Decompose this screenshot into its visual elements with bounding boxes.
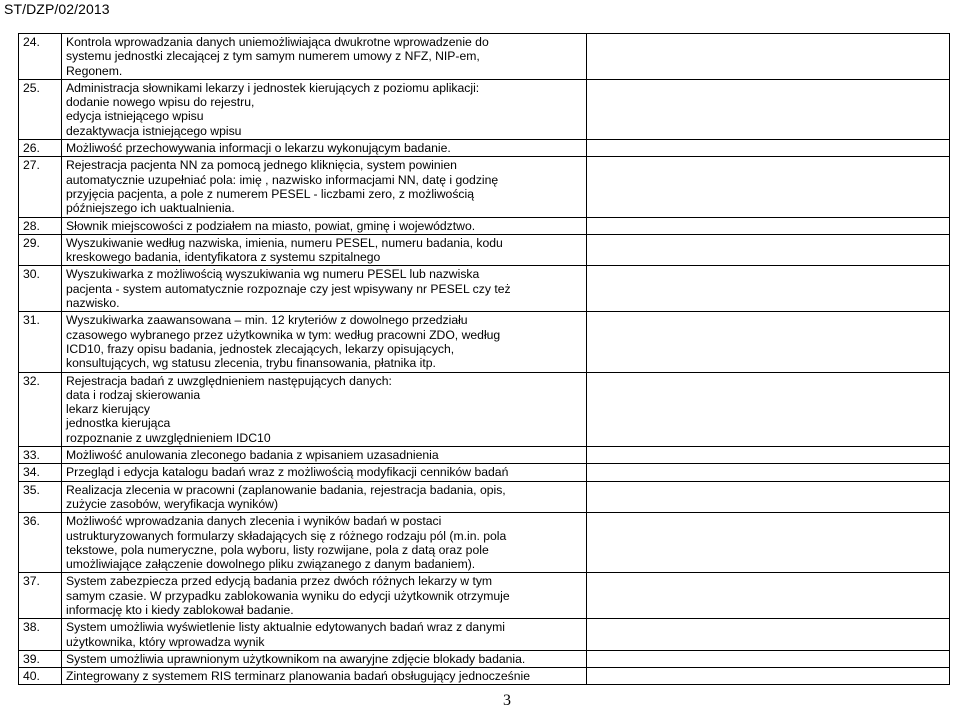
requirement-description: [62, 312, 587, 372]
requirement-description-line: Możliwość przechowywania informacji o lekarzu wykonującym badanie.: [66, 141, 451, 156]
requirement-description-line: Rejestracja pacjenta NN za pomocą jednego kliknięcia, system powinien: [66, 158, 457, 173]
requirement-number: 24.: [19, 34, 62, 80]
requirement-number: 26.: [19, 140, 62, 157]
vendor-response-cell[interactable]: [587, 217, 950, 234]
requirement-number: 34.: [19, 464, 62, 481]
vendor-response-cell[interactable]: [587, 140, 950, 157]
requirement-description-line: Wyszukiwanie według nazwiska, imienia, numeru PESEL, numeru badania, kodu: [66, 235, 503, 250]
requirement-description: [62, 668, 587, 685]
requirement-number: 40.: [19, 668, 62, 685]
requirement-description-line: Kontrola wprowadzania danych uniemożliwiająca dwukrotne wprowadzenie do: [66, 35, 489, 49]
vendor-response-cell[interactable]: [587, 157, 950, 217]
requirement-description: [62, 619, 587, 651]
requirement-description: [62, 447, 587, 464]
requirement-number: 32.: [19, 372, 62, 446]
requirement-description: [62, 234, 587, 266]
requirement-description-line: System umożliwia wyświetlenie listy aktualnie edytowanych badań wraz z danymi: [66, 620, 505, 635]
requirement-row: [19, 447, 950, 464]
vendor-response-cell[interactable]: [587, 464, 950, 481]
vendor-response-cell[interactable]: [587, 573, 950, 619]
requirement-description-line: rozpoznanie z uwzględnieniem IDC10: [66, 430, 271, 445]
requirement-description-line: System umożliwia uprawnionym użytkownikom na awaryjne zdjęcie blokady badania.: [66, 651, 526, 666]
vendor-response-cell[interactable]: [587, 312, 950, 372]
document-reference: ST/DZP/02/2013: [4, 1, 110, 17]
requirement-description-line: zużycie zasobów, weryfikacja wyników): [66, 496, 279, 511]
requirement-description-line: Przegląd i edycja katalogu badań wraz z możliwością modyfikacji cenników badań: [66, 465, 509, 480]
requirement-description: [62, 34, 587, 80]
requirement-description: [62, 266, 587, 312]
requirement-description: [62, 372, 587, 446]
requirement-description-line: Rejestracja badań z uwzględnieniem następujących danych:: [66, 373, 392, 388]
requirement-row: [19, 140, 950, 157]
requirement-description-line: tekstowe, pola numeryczne, pola wyboru, listy rozwijane, pola z datą oraz pole: [66, 542, 489, 557]
requirement-description-line: dezaktywacja istniejącego wpisu: [66, 123, 242, 138]
requirement-description-line: kreskowego badania, identyfikatora z systemu szpitalnego: [66, 250, 381, 265]
requirement-number: 30.: [19, 266, 62, 312]
page-number: 3: [503, 692, 511, 709]
requirement-row: [19, 217, 950, 234]
requirement-number: 35.: [19, 481, 62, 513]
vendor-response-cell[interactable]: [587, 619, 950, 651]
requirement-row: [19, 234, 950, 266]
requirement-number: 39.: [19, 650, 62, 667]
requirement-description: [62, 513, 587, 573]
requirement-description: [62, 157, 587, 217]
requirement-description-line: automatycznie uzupełniać pola: imię , nazwisko informacjami NN, datę i godzinę: [66, 172, 499, 187]
requirement-number: 37.: [19, 573, 62, 619]
requirement-description-line: późniejszego ich uaktualnienia.: [66, 201, 235, 216]
requirement-description-line: Wyszukiwarka zaawansowana – min. 12 kryteriów z dowolnego przedziału: [66, 313, 468, 328]
requirement-row: [19, 650, 950, 667]
requirement-description-line: informację kto i kiedy zablokował badanie.: [66, 602, 294, 617]
requirement-row: [19, 266, 950, 312]
vendor-response-cell[interactable]: [587, 513, 950, 573]
requirement-number: 29.: [19, 234, 62, 266]
requirement-description-line: Realizacja zlecenia w pracowni (zaplanowanie badania, rejestracja badania, opis,: [66, 482, 506, 497]
requirement-row: [19, 481, 950, 513]
requirement-description-line: lekarz kierujący: [66, 402, 150, 417]
vendor-response-cell[interactable]: [587, 668, 950, 685]
vendor-response-cell[interactable]: [587, 34, 950, 80]
requirement-description: [62, 79, 587, 139]
requirement-description-line: konsultujących, wg statusu zlecenia, trybu finansowania, płatnika itp.: [66, 356, 436, 371]
requirement-description-line: Możliwość wprowadzania danych zlecenia i wyników badań w postaci: [66, 514, 442, 529]
requirement-number: 28.: [19, 217, 62, 234]
requirement-description: [62, 481, 587, 513]
requirement-description-line: dodanie nowego wpisu do rejestru,: [66, 95, 255, 110]
requirement-number: 33.: [19, 447, 62, 464]
requirement-description-line: Zintegrowany z systemem RIS terminarz planowania badań obsługujący jednocześnie: [66, 669, 531, 684]
requirement-description-line: samym czasie. W przypadku zablokowania wyniku do edycji użytkownik otrzymuje: [66, 588, 510, 603]
requirement-description: [62, 140, 587, 157]
requirement-description-line: użytkownika, który wprowadza wynik: [66, 634, 265, 649]
vendor-response-cell[interactable]: [587, 447, 950, 464]
requirement-row: [19, 668, 950, 685]
requirement-description: [62, 573, 587, 619]
requirement-description-line: Regonem.: [66, 63, 123, 78]
requirement-number: 38.: [19, 619, 62, 651]
requirement-row: [19, 464, 950, 481]
vendor-response-cell[interactable]: [587, 79, 950, 139]
requirement-description-line: umożliwiające załączenie dowolnego pliku związanego z danym badaniem).: [66, 557, 476, 572]
requirement-number: 36.: [19, 513, 62, 573]
requirement-row: [19, 79, 950, 139]
requirement-row: [19, 157, 950, 217]
vendor-response-cell[interactable]: [587, 650, 950, 667]
requirement-description-line: ustrukturyzowanych formularzy składających się z różnego rodzaju pól (m.in. pola: [66, 528, 507, 543]
vendor-response-cell[interactable]: [587, 372, 950, 446]
requirement-description-line: czasowego wybranego przez użytkownika w tym: według pracowni ZDO, według: [66, 327, 501, 342]
vendor-response-cell[interactable]: [587, 481, 950, 513]
requirement-description-line: ICD10, frazy opisu badania, jednostek zlecających, lekarzy opisujących,: [66, 341, 455, 356]
requirement-description-line: Wyszukiwarka z możliwością wyszukiwania wg numeru PESEL lub nazwiska: [66, 267, 480, 282]
requirement-description: [62, 650, 587, 667]
requirement-description-line: nazwisko.: [66, 296, 120, 311]
requirement-row: [19, 34, 950, 80]
requirement-row: [19, 619, 950, 651]
requirement-description-line: jednostka kierująca: [66, 416, 171, 431]
requirement-description-line: Możliwość anulowania zleconego badania z wpisaniem uzasadnienia: [66, 448, 439, 463]
requirement-description: [62, 464, 587, 481]
requirement-description: [62, 217, 587, 234]
requirements-table-body: [19, 34, 950, 685]
requirement-description-line: System zabezpiecza przed edycją badania przez dwóch różnych lekarzy w tym: [66, 574, 493, 589]
requirement-description-line: edycja istniejącego wpisu: [66, 109, 204, 124]
vendor-response-cell[interactable]: [587, 234, 950, 266]
requirement-description-line: Słownik miejscowości z podziałem na miasto, powiat, gminę i województwo.: [66, 218, 476, 233]
vendor-response-cell[interactable]: [587, 266, 950, 312]
requirement-row: [19, 573, 950, 619]
requirement-number: 25.: [19, 79, 62, 139]
requirement-number: 27.: [19, 157, 62, 217]
requirement-description-line: przyjęcia pacjenta, a pole z numerem PESEL - liczbami zero, z możliwością: [66, 186, 474, 201]
requirement-row: [19, 513, 950, 573]
requirements-table: [18, 33, 950, 685]
requirement-description-line: data i rodzaj skierowania: [66, 387, 201, 402]
requirement-row: [19, 312, 950, 372]
requirement-description-line: pacjenta - system automatycznie rozpoznaje czy jest wpisywany nr PESEL czy też: [66, 281, 511, 296]
requirement-number: 31.: [19, 312, 62, 372]
requirement-description-line: systemu jednostki zlecającej z tym samym numerem umowy z NFZ, NIP-em,: [66, 49, 480, 64]
requirement-description-line: Administracja słownikami lekarzy i jednostek kierujących z poziomu aplikacji:: [66, 80, 480, 95]
requirement-row: [19, 372, 950, 446]
